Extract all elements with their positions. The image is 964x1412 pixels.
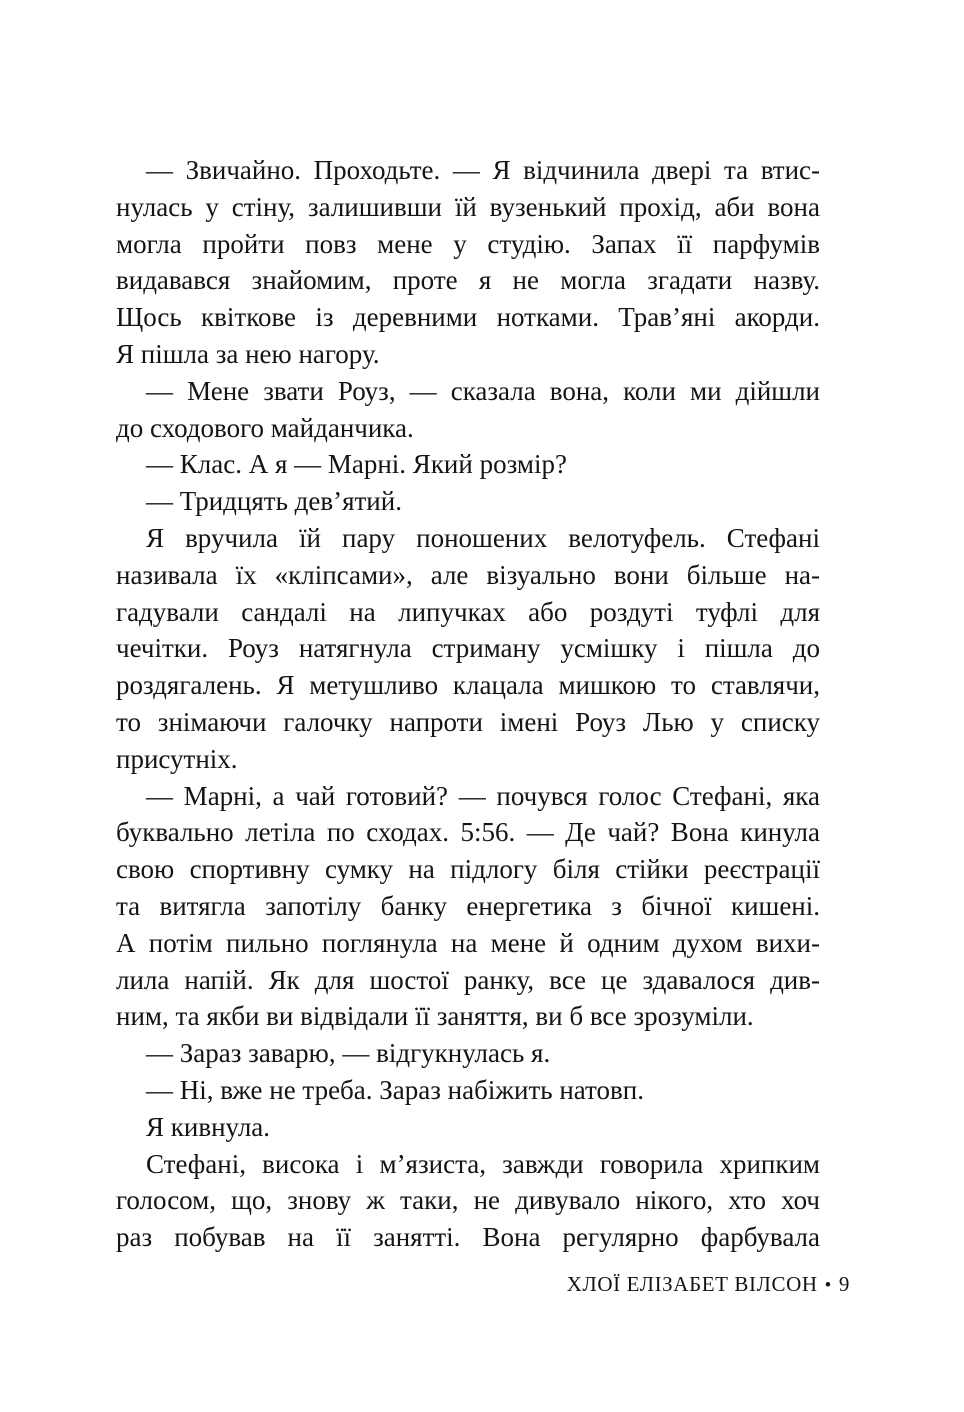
paragraph <box>116 1109 820 1146</box>
text-line: раз побував на її занятті. Вона регулярно фарбувала <box>116 1222 820 1253</box>
paragraph <box>116 483 820 520</box>
paragraph <box>116 373 820 447</box>
page-number: 9 <box>838 1272 850 1296</box>
text-line: Стефані, висока і м’язиста, завжди говорила хрипким <box>146 1148 820 1179</box>
text-line: до сходового майданчика. <box>116 412 414 443</box>
text-line: — Звичайно. Проходьте. — Я відчинила двері та втис- <box>146 155 820 185</box>
footer-separator-dot: • <box>824 1275 832 1296</box>
text-line: А потім пильно поглянула на мене й одним духом вихи- <box>116 927 820 958</box>
paragraph <box>116 1072 820 1109</box>
text-line: то знімаючи галочку напроти імені Роуз Лью у списку <box>116 706 820 737</box>
paragraph <box>116 152 820 373</box>
text-line: називала їх «кліпсами», але візуально вони більше на- <box>116 559 820 590</box>
text-line: гадували сандалі на липучках або роздуті туфлі для <box>116 596 820 627</box>
text-line: роздягалень. Я метушливо клацала мишкою то ставлячи, <box>116 670 820 701</box>
text-line: — Клас. А я — Марні. Який розмір? <box>146 449 567 480</box>
page-text-block <box>116 152 820 1256</box>
text-line: та витягла запотілу банку енергетика з бічної кишені. <box>116 890 820 921</box>
text-line: могла пройти повз мене у студію. Запах її парфумів <box>116 228 820 259</box>
text-line: чечітки. Роуз натягнула стриману усмішку і пішла до <box>116 633 820 664</box>
text-line: присутніх. <box>116 743 238 774</box>
paragraph <box>116 1035 820 1072</box>
text-line: — Марні, а чай готовий? — почувся голос Стефані, яка <box>146 780 820 811</box>
running-title: ХЛОЇ ЕЛІЗАБЕТ ВІЛСОН <box>566 1272 818 1296</box>
text-line: Я кивнула. <box>146 1111 271 1142</box>
paragraph <box>116 520 820 778</box>
text-line: Щось квіткове із деревними нотками. Трав’яні акорди. <box>116 302 820 333</box>
text-line: свою спортивну сумку на підлогу біля стійки реєстрації <box>116 854 820 885</box>
text-line: нулась у стіну, залишивши їй вузенький прохід, аби вона <box>116 191 820 222</box>
text-line: — Тридцять дев’ятий. <box>146 486 402 517</box>
text-line: Я вручила їй пару поношених велотуфель. Стефані <box>146 522 820 553</box>
text-line: буквально летіла по сходах. 5:56. — Де чай? Вона кинула <box>116 817 820 848</box>
text-line: видавався знайомим, проте я не могла згадати назву. <box>116 265 820 296</box>
paragraph <box>116 446 820 483</box>
text-line: лила напій. Як для шостої ранку, все це здавалося див- <box>116 964 820 995</box>
page-footer <box>567 1272 850 1297</box>
text-line: — Зараз заварю, — відгукнулась я. <box>146 1038 551 1069</box>
paragraph <box>116 778 820 1036</box>
text-line: — Ні, вже не треба. Зараз набіжить натовп. <box>146 1074 644 1105</box>
text-line: Я пішла за нею нагору. <box>116 338 380 369</box>
text-line: ним, та якби ви відвідали її заняття, ви б все зрозуміли. <box>116 1001 754 1032</box>
text-line: — Мене звати Роуз, — сказала вона, коли ми дійшли <box>146 375 820 406</box>
paragraph <box>116 1146 820 1256</box>
text-line: голосом, що, знову ж таки, не дивувало нікого, хто хоч <box>116 1185 820 1216</box>
